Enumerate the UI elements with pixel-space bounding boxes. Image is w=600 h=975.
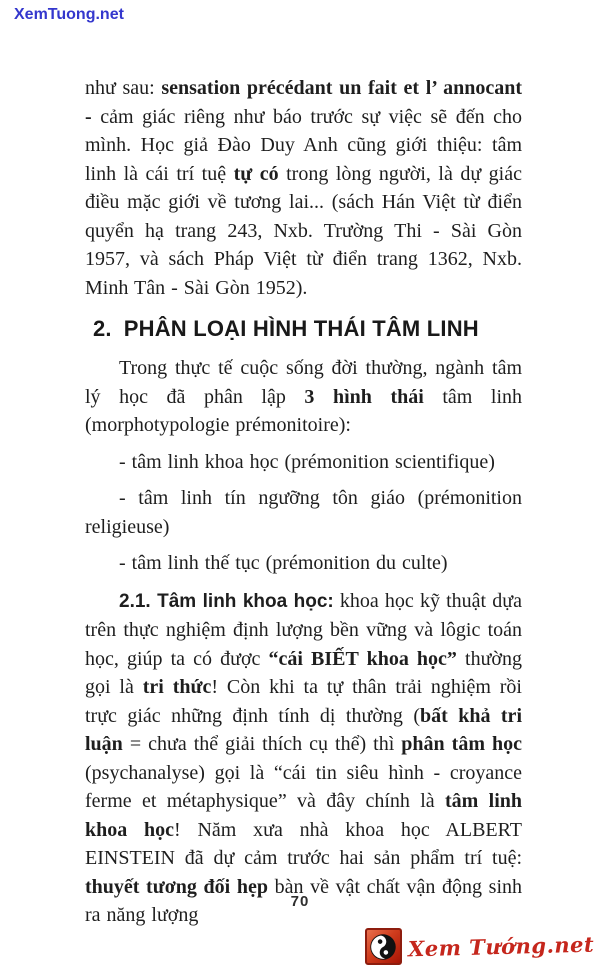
text-segment: tâm linh (morphotypologie prémonitoire):	[85, 385, 523, 436]
text-segment: khoa học kỹ thuật dựa trên thực nghiệm định lượng bền vững và lôgic toán học, giúp ta có được	[85, 589, 522, 670]
text-segment: như sau:	[85, 77, 162, 99]
text-segment: thường gọi là	[85, 647, 522, 698]
text-segment: 3 hình thái	[304, 385, 424, 408]
text-segment: thuyết tương đối hẹp	[85, 875, 268, 898]
page-text	[85, 74, 522, 930]
section-heading	[93, 316, 522, 342]
text-segment: sensation précédant un fait et l’ annocant -	[85, 77, 522, 128]
text-segment: trong lòng người, là dự giác điều mặc giới về tương lai... (sách Hán Việt từ điển quyển hạ trang 243, Nxb. Trường Thi - Sài Gòn 1957, và sách Pháp Việt từ điển trang 1362, Nxb. Minh Tân - Sài Gòn 1952).	[85, 162, 522, 299]
site-watermark-bottom-label: Xem Tướng.net	[407, 931, 595, 962]
text-segment: cảm giác riêng như báo trước sự việc sẽ đến cho mình. Học giả Đào Duy Anh cũng giới thiệu: tâm linh là cái trí tuệ	[85, 105, 522, 185]
text-segment: ! Còn khi ta tự thân trải nghiệm rồi trực giác những định tính dị thường (	[85, 676, 522, 727]
text-segment: tâm linh khoa học	[85, 790, 522, 841]
text-segment: bất khả tri luận	[85, 704, 522, 755]
site-watermark-top: XemTuong.net	[14, 6, 124, 23]
paragraph	[85, 74, 522, 302]
text-segment: - tâm linh tín ngưỡng tôn giáo (prémonition religieuse)	[85, 487, 522, 538]
text-segment: “cái BIẾT khoa học”	[268, 647, 457, 670]
paragraph	[85, 354, 522, 440]
text-segment: = chưa thể giải thích cụ thể) thì	[122, 733, 402, 755]
text-segment: tri thức	[142, 676, 212, 698]
text-segment: (psychanalyse) gọi là “cái tin siêu hình - croyance ferme et métaphysique” và đây chính là	[85, 761, 522, 812]
site-watermark-bottom	[365, 928, 594, 965]
page-number: 70	[290, 893, 310, 910]
text-segment: - tâm linh thế tục (prémonition du culte)	[119, 552, 448, 574]
list-item	[85, 549, 522, 578]
text-segment: - tâm linh khoa học (prémonition scientifique)	[119, 450, 495, 473]
text-segment: ! Năm xưa nhà khoa học ALBERT EINSTEIN đã dự cảm trước hai sản phẩm trí tuệ:	[85, 818, 523, 869]
yin-yang-icon	[365, 928, 402, 965]
text-segment: phân tâm học	[401, 733, 522, 755]
list-item	[85, 448, 522, 477]
list-item	[85, 484, 522, 541]
text-segment: tự có	[233, 162, 279, 185]
paragraph	[85, 587, 522, 930]
section-heading-number: 2.	[93, 316, 112, 341]
text-segment: bàn về vật chất vận động sinh ra năng lượng	[85, 875, 523, 926]
text-segment: Trong thực tế cuộc sống đời thường, ngành tâm lý học đã phân lập	[85, 357, 522, 408]
section-heading-title: PHÂN LOẠI HÌNH THÁI TÂM LINH	[123, 316, 479, 341]
text-segment: 2.1. Tâm linh khoa học:	[119, 590, 334, 612]
